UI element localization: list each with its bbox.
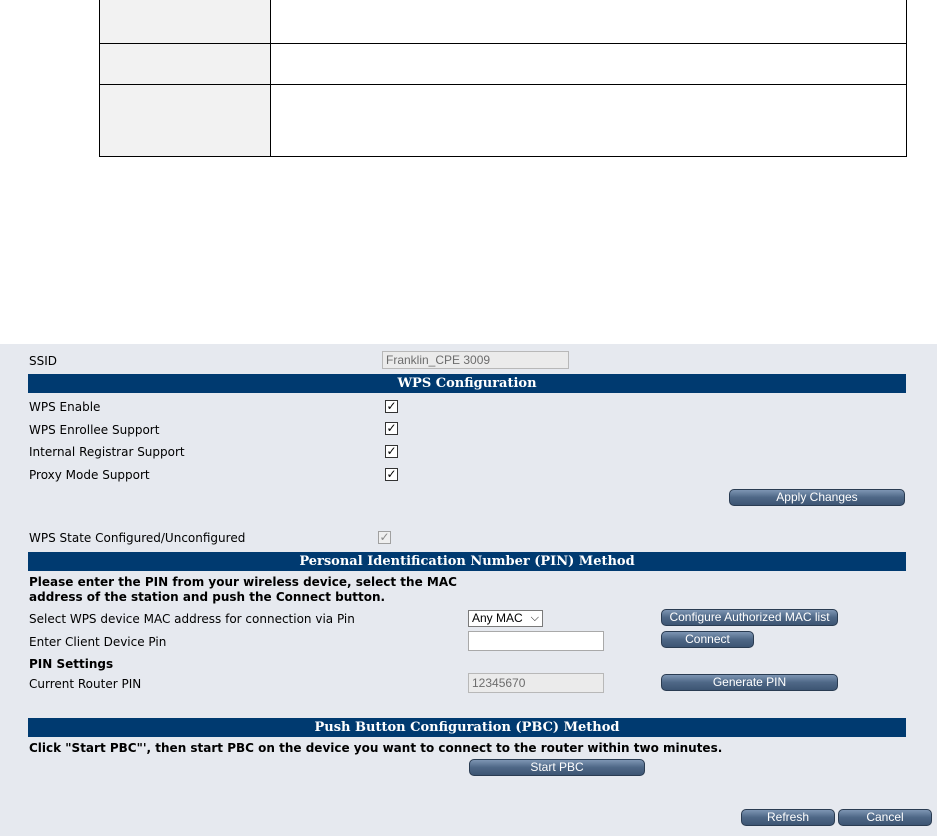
apply-changes-button[interactable]: Apply Changes (729, 489, 905, 506)
wps-configuration-header: WPS Configuration (28, 374, 906, 393)
wps-enrollee-checkbox[interactable]: ✓ (386, 421, 397, 435)
router-pin-label: Current Router PIN (29, 677, 142, 691)
chevron-down-icon: ⌵ (530, 612, 539, 624)
client-pin-label: Enter Client Device Pin (29, 635, 167, 649)
wps-panel (0, 344, 937, 836)
pin-instruction-line2: address of the station and push the Connect button. (29, 590, 386, 604)
pin-instruction-line1: Please enter the PIN from your wireless device, select the MAC (29, 575, 457, 589)
generate-pin-button[interactable]: Generate PIN (661, 674, 838, 691)
connect-button[interactable]: Connect (661, 631, 754, 648)
cancel-button[interactable]: Cancel (838, 809, 932, 826)
configure-mac-list-button[interactable]: Configure Authorized MAC list (661, 609, 838, 626)
table-cell-label (100, 44, 271, 84)
ssid-label: SSID (29, 354, 58, 368)
pin-settings-label: PIN Settings (29, 657, 114, 671)
wps-enable-checkbox[interactable]: ✓ (386, 399, 397, 413)
internal-registrar-label: Internal Registrar Support (29, 445, 185, 459)
pbc-method-header: Push Button Configuration (PBC) Method (28, 718, 906, 737)
table-cell-label (100, 0, 271, 43)
internal-registrar-checkbox[interactable]: ✓ (386, 444, 397, 458)
top-table (99, 0, 907, 157)
proxy-mode-checkbox[interactable]: ✓ (386, 467, 397, 481)
pbc-instruction: Click "Start PBC"', then start PBC on the device you want to connect to the router within two minutes. (29, 741, 723, 755)
router-pin-field[interactable] (468, 673, 604, 693)
table-row (100, 85, 906, 156)
wps-state-checkbox[interactable]: ✓ (379, 530, 390, 544)
wps-state-label: WPS State Configured/Unconfigured (29, 531, 246, 545)
table-row (100, 44, 906, 85)
table-row (100, 0, 906, 44)
client-pin-input[interactable] (468, 631, 604, 651)
mac-address-select[interactable] (468, 610, 543, 627)
mac-select-label: Select WPS device MAC address for connection via Pin (29, 612, 355, 626)
mac-select-value: Any MAC (472, 611, 523, 625)
table-cell-label (100, 85, 271, 156)
proxy-mode-label: Proxy Mode Support (29, 468, 150, 482)
wps-enrollee-label: WPS Enrollee Support (29, 423, 160, 437)
ssid-field[interactable] (382, 351, 569, 369)
refresh-button[interactable]: Refresh (741, 809, 835, 826)
start-pbc-button[interactable]: Start PBC (469, 759, 645, 776)
pin-method-header: Personal Identification Number (PIN) Method (28, 552, 906, 571)
wps-enable-label: WPS Enable (29, 400, 101, 414)
